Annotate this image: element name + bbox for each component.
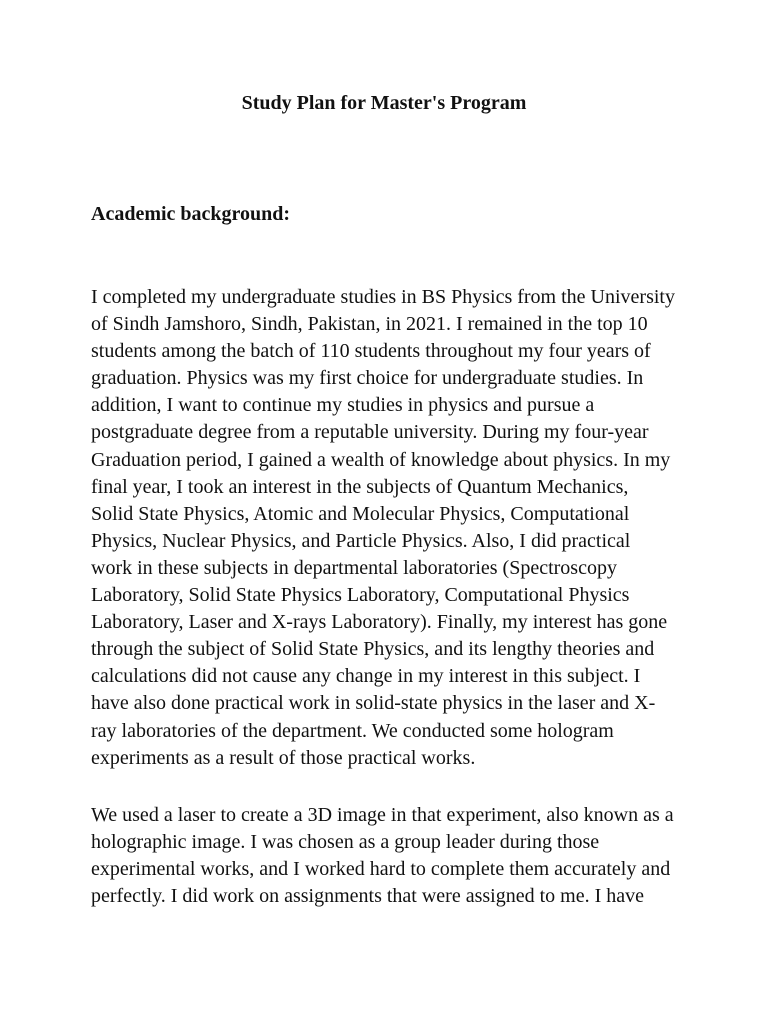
section-heading: Academic background: <box>91 203 291 225</box>
text-line: calculations did not cause any change in my interest in this subject. I <box>91 665 641 688</box>
text-line: work in these subjects in departmental laboratories (Spectroscopy <box>91 556 617 579</box>
paragraph-2 <box>91 802 674 910</box>
text-line: final year, I took an interest in the subjects of Quantum Mechanics, <box>91 475 629 498</box>
text-line: holographic image. I was chosen as a group leader during those <box>91 831 600 854</box>
text-line: Laboratory, Laser and X-rays Laboratory). Finally, my interest has gone <box>91 611 668 634</box>
text-line: addition, I want to continue my studies in physics and pursue a <box>91 394 595 417</box>
text-line: of Sindh Jamshoro, Sindh, Pakistan, in 2021. I remained in the top 10 <box>91 313 648 336</box>
text-line: Physics, Nuclear Physics, and Particle Physics. Also, I did practical <box>91 529 631 552</box>
document-title: Study Plan for Master's Program <box>241 92 527 114</box>
text-line: graduation. Physics was my first choice for undergraduate studies. In <box>91 367 644 390</box>
text-line: Solid State Physics, Atomic and Molecular Physics, Computational <box>91 502 630 525</box>
text-line: Graduation period, I gained a wealth of knowledge about physics. In my <box>91 448 671 471</box>
text-line: have also done practical work in solid-state physics in the laser and X- <box>91 692 656 715</box>
text-line: experimental works, and I worked hard to complete them accurately and <box>91 858 671 881</box>
text-line: We used a laser to create a 3D image in that experiment, also known as a <box>91 804 674 826</box>
text-line: through the subject of Solid State Physics, and its lengthy theories and <box>91 638 655 661</box>
text-line: I completed my undergraduate studies in BS Physics from the University <box>91 286 675 308</box>
text-line: perfectly. I did work on assignments that were assigned to me. I have <box>91 885 644 908</box>
text-line: Laboratory, Solid State Physics Laboratory, Computational Physics <box>91 584 630 607</box>
text-line: students among the batch of 110 students throughout my four years of <box>91 340 651 363</box>
paragraph-1 <box>91 284 675 772</box>
text-line: ray laboratories of the department. We conducted some hologram <box>91 719 614 742</box>
text-line: experiments as a result of those practical works. <box>91 746 476 769</box>
text-line: postgraduate degree from a reputable university. During my four-year <box>91 421 649 444</box>
